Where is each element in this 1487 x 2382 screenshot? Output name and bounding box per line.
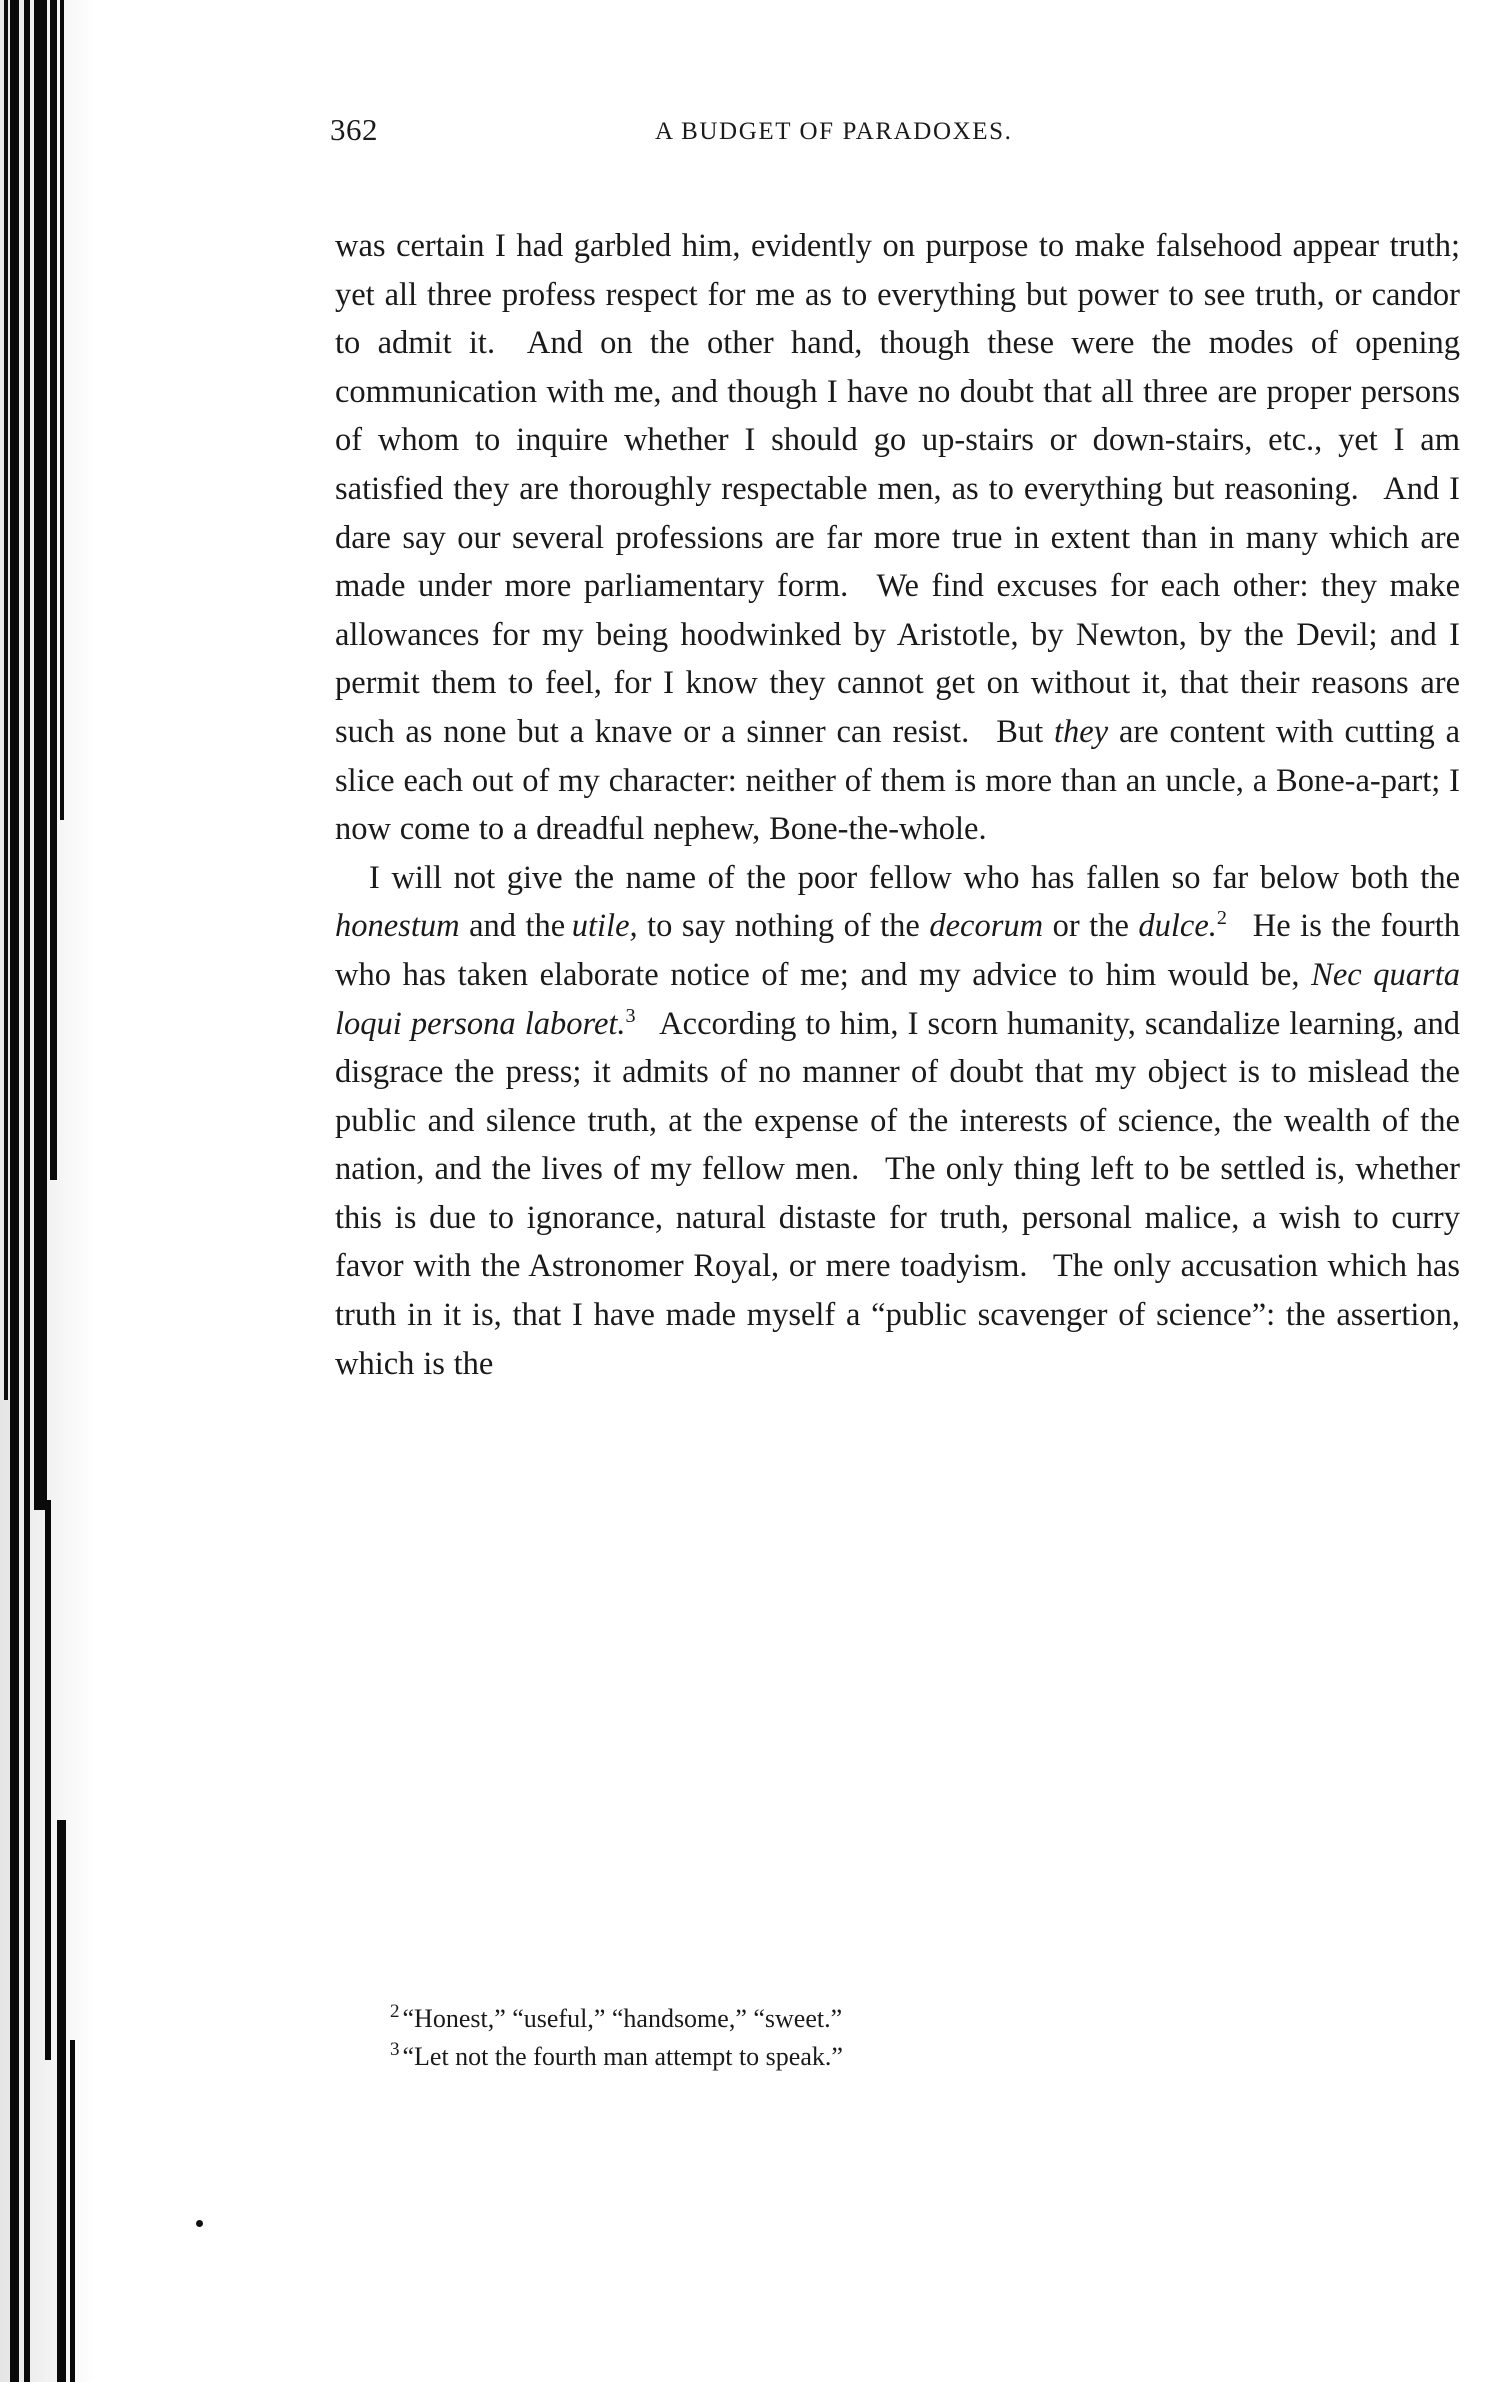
paragraph: I will not give the name of the poor fellow who has fallen so far below both the honestum and the utile, to say nothing of the decorum or the dulce.$^2$ He is the fourth who has taken elaborate notice of me; and my advice to him would be, Nec quarta loqui persona laboret.$^3$ According to him, I scorn humanity, scandalize learning, and disgrace the press; it admits of no manner of doubt that my object is to mislead the public and silence truth, at the expense of the interests of science, the wealth of the nation, and the lives of my fellow men. The only thing left to be settled is, whether this is due to ignorance, natural distaste for truth, personal malice, a wish to curry favor with the Astronomer Royal, or mere toadyism. The only accusation which has truth in it is, that I have made myself a “public scavenger of science”: the assertion, which is the (335, 859, 1460, 1382)
footnote-marker: 2 (390, 2001, 400, 2023)
running-head (330, 112, 1130, 152)
page-number: 362 (330, 112, 378, 147)
footnote-text: “Let not the fourth man attempt to speak.” (402, 2042, 843, 2071)
footnote-marker: 3 (390, 2039, 400, 2061)
footnote (390, 2000, 1450, 2038)
running-head-title: A BUDGET OF PARADOXES. (655, 118, 1013, 145)
footnote-text: “Honest,” “useful,” “handsome,” “sweet.” (402, 2004, 843, 2033)
paragraph: was certain I had garbled him, evidently on purpose to make falsehood appear truth; yet all three profess respect for me as to everything but power to see truth, or candor to admit it. And on the other hand, though these were the modes of opening communication with me, and though I have no doubt that all three are proper persons of whom to inquire whether I should go up-stairs or down-stairs, etc., yet I am satisfied they are thoroughly respectable men, as to everything but reasoning. And I dare say our several professions are far more true in extent than in many which are made under more parliamentary form. We find excuses for each other: they make allowances for my being hoodwinked by Aristotle, by Newton, by the Devil; and I permit them to feel, for I know they cannot get on without it, that their reasons are such as none but a knave or a sinner can resist. But they are content with cutting a slice each out of my character: neither of them is more than an uncle, a Bone-a-part; I now come to a dreadful nephew, Bone-the-whole. (335, 228, 1460, 848)
footnote-block (390, 2000, 1450, 2076)
ink-speck (196, 2220, 203, 2227)
body-text (335, 222, 1460, 1388)
footnote (390, 2038, 1450, 2076)
